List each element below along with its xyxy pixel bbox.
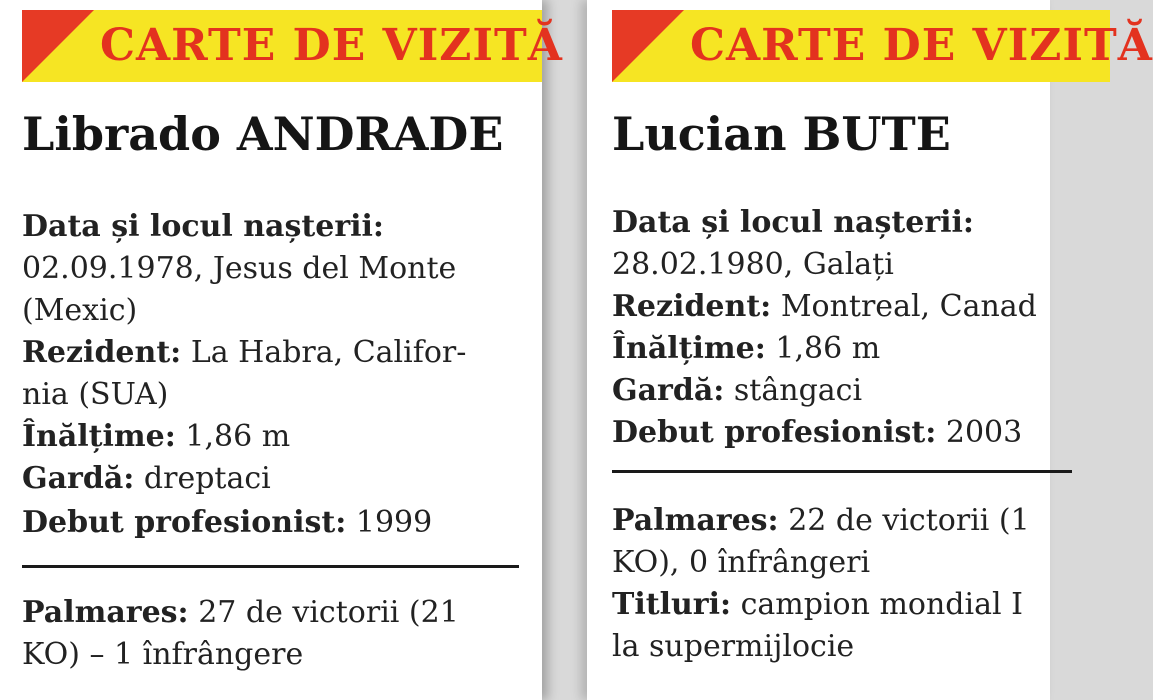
debut-line bbox=[612, 412, 1112, 454]
resident-line bbox=[22, 332, 522, 374]
debut-label: Debut profesionist: bbox=[612, 415, 937, 450]
record-line bbox=[22, 592, 522, 634]
titles-label: Titluri: bbox=[612, 587, 732, 622]
birth-line bbox=[612, 202, 1112, 244]
banner bbox=[22, 10, 563, 82]
birth-value-line1: 28.02.1980, Galați bbox=[612, 247, 894, 282]
resident-label: Rezident: bbox=[22, 335, 182, 370]
birth-line bbox=[22, 206, 522, 248]
record-value-line2: KO), 0 înfrângeri bbox=[612, 545, 871, 580]
corner-triangle bbox=[612, 10, 684, 82]
height-value: 1,86 m bbox=[775, 331, 881, 366]
debut-value: 1999 bbox=[355, 505, 433, 540]
record-value: 27 de victorii (21 bbox=[198, 595, 459, 630]
record-line bbox=[612, 500, 1112, 542]
birth-label: Data și locul nașterii: bbox=[612, 205, 975, 240]
profile-card-andrade bbox=[0, 0, 563, 700]
debut-label: Debut profesionist: bbox=[22, 505, 347, 540]
guard-value: dreptaci bbox=[143, 461, 271, 496]
guard-label: Gardă: bbox=[612, 373, 725, 408]
resident-value: La Habra, Califor- bbox=[190, 335, 467, 370]
height-line bbox=[612, 328, 1112, 370]
birth-label: Data și locul nașterii: bbox=[22, 209, 385, 244]
titles-value-line2: la supermijlocie bbox=[612, 629, 855, 664]
profile-card-bute bbox=[587, 0, 1153, 700]
height-line bbox=[22, 416, 522, 458]
record-label: Palmares: bbox=[612, 503, 779, 538]
guard-label: Gardă: bbox=[22, 461, 135, 496]
birth-value-line2: (Mexic) bbox=[22, 293, 138, 328]
height-value: 1,86 m bbox=[185, 419, 291, 454]
banner-title: CARTE DE VIZITĂ bbox=[690, 20, 1153, 71]
height-label: Înălțime: bbox=[22, 419, 176, 454]
banner bbox=[612, 10, 1153, 82]
debut-value: 2003 bbox=[945, 415, 1023, 450]
resident-value: Montreal, Canad bbox=[780, 289, 1037, 324]
debut-line bbox=[22, 502, 522, 544]
divider bbox=[22, 565, 519, 568]
titles-line bbox=[612, 584, 1112, 626]
height-label: Înălțime: bbox=[612, 331, 766, 366]
boxer-name: Librado ANDRADE bbox=[22, 107, 504, 161]
record-label: Palmares: bbox=[22, 595, 189, 630]
divider bbox=[612, 470, 1072, 473]
guard-value: stângaci bbox=[733, 373, 863, 408]
boxer-name: Lucian BUTE bbox=[612, 107, 951, 161]
corner-triangle bbox=[22, 10, 94, 82]
record-value: 22 de victorii (1 bbox=[788, 503, 1030, 538]
birth-value-line1: 02.09.1978, Jesus del Monte bbox=[22, 251, 457, 286]
resident-value-line2: nia (SUA) bbox=[22, 377, 169, 412]
guard-line bbox=[612, 370, 1112, 412]
record-value-line2: KO) – 1 înfrângere bbox=[22, 637, 304, 672]
resident-label: Rezident: bbox=[612, 289, 772, 324]
resident-line bbox=[612, 286, 1112, 328]
banner-title: CARTE DE VIZITĂ bbox=[100, 20, 563, 71]
titles-value: campion mondial I bbox=[740, 587, 1023, 622]
guard-line bbox=[22, 458, 522, 500]
